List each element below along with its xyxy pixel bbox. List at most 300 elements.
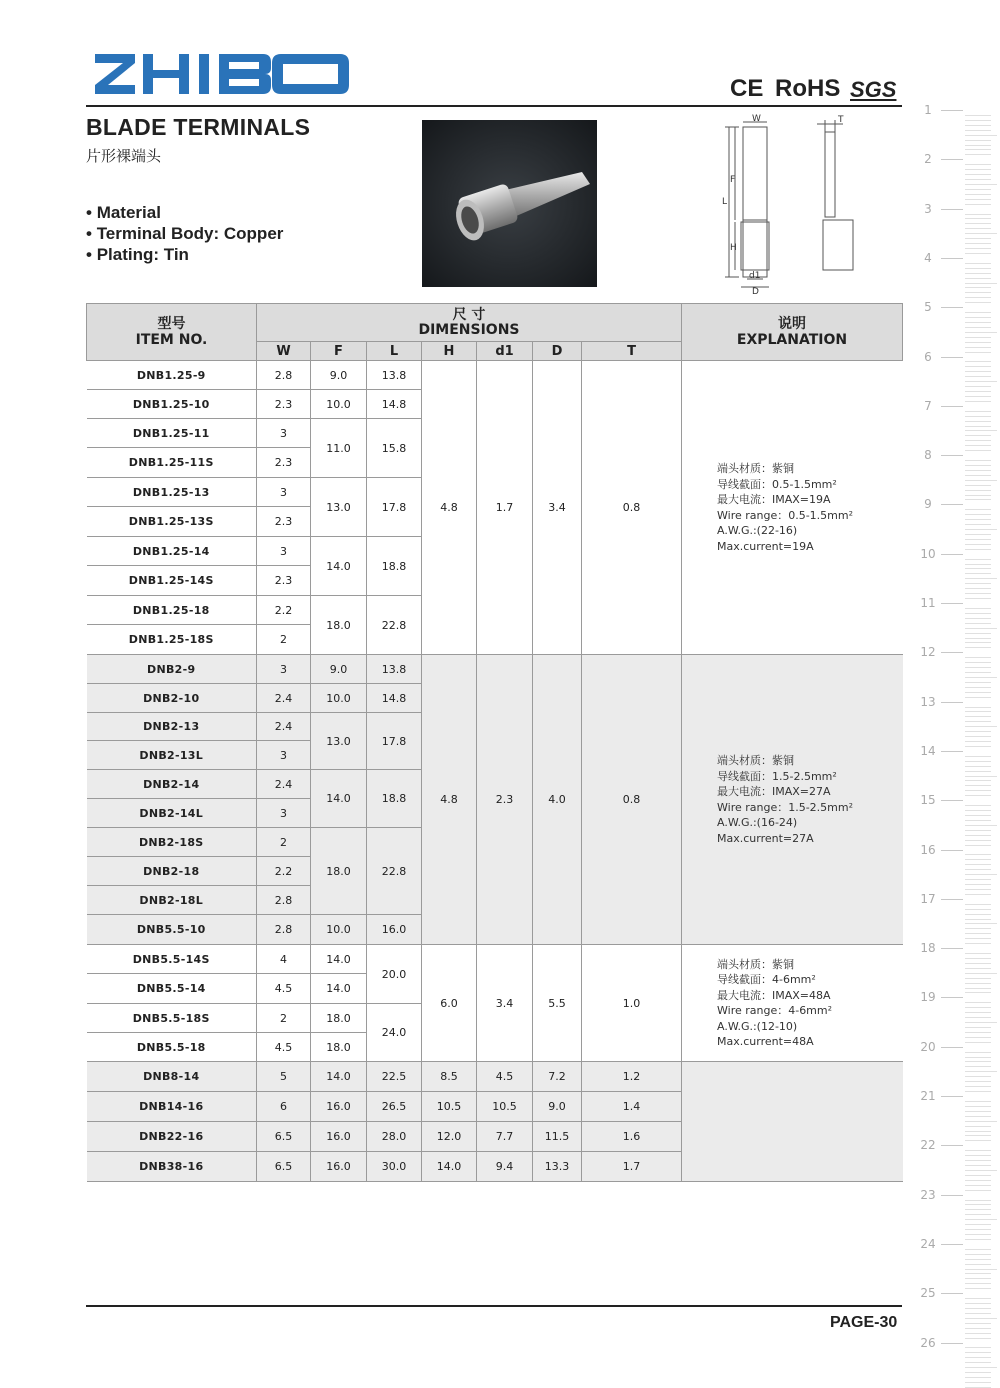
ruler-minor-tick xyxy=(965,135,997,136)
ruler-number: 22 xyxy=(920,1138,936,1153)
ruler-minor-tick xyxy=(965,322,991,323)
ruler-major-tick xyxy=(941,997,963,998)
l-cell: 15.8 xyxy=(367,419,422,478)
spec-table xyxy=(86,303,903,1182)
ruler-minor-tick xyxy=(965,1303,991,1304)
ruler-minor-tick xyxy=(965,332,997,333)
ruler-minor-tick xyxy=(965,593,991,594)
h-cell: 14.0 xyxy=(422,1152,477,1182)
ruler-minor-tick xyxy=(965,978,991,979)
ruler-minor-tick xyxy=(965,411,991,412)
ruler-minor-tick xyxy=(965,1002,991,1003)
dim-label-f: F xyxy=(730,175,736,185)
ruler-major-tick xyxy=(941,455,963,456)
ruler-minor-tick xyxy=(965,248,991,249)
dim-label-l: L xyxy=(722,197,728,207)
ruler-minor-tick xyxy=(965,618,991,619)
ruler-minor-tick xyxy=(965,815,991,816)
ruler-minor-tick xyxy=(965,1283,991,1284)
ruler-minor-tick xyxy=(965,564,991,565)
w-cell: 2.3 xyxy=(257,507,311,537)
ruler-minor-tick xyxy=(965,608,991,609)
ruler-minor-tick xyxy=(965,228,991,229)
ce-mark: CE xyxy=(730,75,764,102)
explanation-cell xyxy=(682,945,903,1062)
ruler-minor-tick xyxy=(965,218,991,219)
ruler-minor-tick xyxy=(965,544,991,545)
f-cell: 14.0 xyxy=(311,945,367,974)
column-header-t: T xyxy=(582,342,682,361)
ruler-minor-tick xyxy=(965,495,991,496)
ruler-minor-tick xyxy=(965,1091,991,1092)
ruler-minor-tick xyxy=(965,1066,991,1067)
f-cell: 13.0 xyxy=(311,713,367,770)
ruler-major-tick xyxy=(941,948,963,949)
ruler-minor-tick xyxy=(965,1249,991,1250)
w-cell: 2.2 xyxy=(257,596,311,625)
item-no-cell: DNB1.25-14S xyxy=(87,566,257,596)
item-no-cell: DNB1.25-11 xyxy=(87,419,257,448)
item-no-cell: DNB2-18L xyxy=(87,886,257,915)
column-header-h: H xyxy=(422,342,477,361)
material-item: • Material xyxy=(86,202,283,223)
w-cell: 2.4 xyxy=(257,684,311,713)
page-ruler xyxy=(905,100,1000,1366)
ruler-minor-tick xyxy=(965,1180,991,1181)
ruler-minor-tick xyxy=(965,1185,991,1186)
ruler-minor-tick xyxy=(965,711,991,712)
ruler-minor-tick xyxy=(965,1190,991,1191)
explanation-line: A.W.G.:(22-16) xyxy=(717,524,798,537)
ruler-minor-tick xyxy=(965,697,991,698)
ruler-minor-tick xyxy=(965,810,991,811)
ruler-minor-tick xyxy=(965,1382,991,1383)
ruler-minor-tick xyxy=(965,771,991,772)
ruler-minor-tick xyxy=(965,869,991,870)
ruler-minor-tick xyxy=(965,1229,991,1230)
w-cell: 4.5 xyxy=(257,974,311,1004)
ruler-minor-tick xyxy=(965,204,991,205)
ruler-minor-tick xyxy=(965,1170,997,1171)
ruler-number: 5 xyxy=(924,300,932,315)
ruler-minor-tick xyxy=(965,1367,997,1368)
item-no-cell: DNB2-13L xyxy=(87,741,257,770)
ruler-minor-tick xyxy=(965,845,991,846)
w-cell: 5 xyxy=(257,1062,311,1092)
ruler-minor-tick xyxy=(965,1323,991,1324)
ruler-minor-tick xyxy=(965,988,991,989)
ruler-minor-tick xyxy=(965,909,991,910)
d1-cell: 3.4 xyxy=(477,945,533,1062)
explanation-line: Wire range：4-6mm² xyxy=(717,1004,833,1017)
item-no-cell: DNB2-18S xyxy=(87,828,257,857)
ruler-minor-tick xyxy=(965,1027,991,1028)
ruler-minor-tick xyxy=(965,302,991,303)
w-cell: 2.3 xyxy=(257,566,311,596)
ruler-minor-tick xyxy=(965,416,991,417)
ruler-minor-tick xyxy=(965,1126,991,1127)
ruler-minor-tick xyxy=(965,1012,991,1013)
f-cell: 16.0 xyxy=(311,1122,367,1152)
zhibo-logo xyxy=(95,52,350,96)
ruler-minor-tick xyxy=(965,179,991,180)
header-rule xyxy=(86,105,902,107)
ruler-minor-tick xyxy=(965,662,991,663)
ruler-minor-tick xyxy=(965,435,991,436)
ruler-minor-tick xyxy=(965,598,991,599)
ruler-minor-tick xyxy=(965,381,997,382)
explanation-line: Max.current=27A xyxy=(717,831,814,845)
ruler-minor-tick xyxy=(965,1224,991,1225)
f-cell: 18.0 xyxy=(311,596,367,655)
explanation-line: 导线截面：4-6mm² xyxy=(717,973,816,986)
ruler-minor-tick xyxy=(965,1200,991,1201)
ruler-minor-tick xyxy=(965,154,991,155)
item-no-cell: DNB1.25-13S xyxy=(87,507,257,537)
column-header-w: W xyxy=(257,342,311,361)
explanation-cell-empty xyxy=(682,1062,903,1182)
ruler-minor-tick xyxy=(965,145,991,146)
column-header-d: D xyxy=(533,342,582,361)
f-cell: 16.0 xyxy=(311,1092,367,1122)
ruler-major-tick xyxy=(941,1293,963,1294)
explanation-line: 最大电流：IMAX=27A xyxy=(717,785,831,798)
sgs-mark: SGS xyxy=(850,77,897,102)
ruler-minor-tick xyxy=(965,731,991,732)
header-explanation: 说明 EXPLANATION xyxy=(682,304,903,361)
ruler-minor-tick xyxy=(965,588,991,589)
ruler-minor-tick xyxy=(965,642,991,643)
ruler-minor-tick xyxy=(965,859,991,860)
ruler-minor-tick xyxy=(965,238,991,239)
ruler-minor-tick xyxy=(965,352,991,353)
ruler-minor-tick xyxy=(965,682,991,683)
explanation-line: 端头材质：紫铜 xyxy=(717,754,794,767)
ruler-number: 13 xyxy=(920,694,936,709)
f-cell: 14.0 xyxy=(311,1062,367,1092)
h-cell: 6.0 xyxy=(422,945,477,1062)
ruler-minor-tick xyxy=(965,312,991,313)
ruler-minor-tick xyxy=(965,268,991,269)
ruler-minor-tick xyxy=(965,1259,991,1260)
ruler-minor-tick xyxy=(965,1086,991,1087)
ruler-minor-tick xyxy=(965,1140,991,1141)
ruler-minor-tick xyxy=(965,1165,991,1166)
ruler-minor-tick xyxy=(965,1160,991,1161)
explanation-line: 导线截面：1.5-2.5mm² xyxy=(717,769,837,783)
ruler-minor-tick xyxy=(965,983,991,984)
ruler-minor-tick xyxy=(965,1219,997,1220)
ruler-number: 6 xyxy=(924,349,932,364)
ruler-major-tick xyxy=(941,504,963,505)
w-cell: 3 xyxy=(257,799,311,828)
table-row xyxy=(87,1062,903,1092)
explanation-line: A.W.G.:(16-24) xyxy=(717,816,798,829)
f-cell: 9.0 xyxy=(311,361,367,390)
ruler-minor-tick xyxy=(965,613,991,614)
ruler-minor-tick xyxy=(965,973,997,974)
ruler-minor-tick xyxy=(965,480,997,481)
ruler-major-tick xyxy=(941,1195,963,1196)
item-no-cell: DNB2-9 xyxy=(87,655,257,684)
ruler-minor-tick xyxy=(965,805,991,806)
explanation-cell xyxy=(682,655,903,945)
w-cell: 2.3 xyxy=(257,390,311,419)
t-cell: 0.8 xyxy=(582,361,682,655)
ruler-minor-tick xyxy=(965,761,991,762)
ruler-minor-tick xyxy=(965,386,991,387)
item-no-cell: DNB5.5-18S xyxy=(87,1004,257,1033)
ruler-minor-tick xyxy=(965,1135,991,1136)
ruler-minor-tick xyxy=(965,904,991,905)
ruler-minor-tick xyxy=(965,1318,997,1319)
ruler-minor-tick xyxy=(965,1106,991,1107)
ruler-minor-tick xyxy=(965,1288,991,1289)
ruler-minor-tick xyxy=(965,825,997,826)
ruler-number: 14 xyxy=(920,743,936,758)
t-cell: 1.6 xyxy=(582,1122,682,1152)
ruler-minor-tick xyxy=(965,233,997,234)
ruler-minor-tick xyxy=(965,968,991,969)
ruler-number: 20 xyxy=(920,1039,936,1054)
explanation-line: 最大电流：IMAX=19A xyxy=(717,493,831,506)
t-cell: 1.7 xyxy=(582,1152,682,1182)
ruler-minor-tick xyxy=(965,992,991,993)
l-cell: 13.8 xyxy=(367,655,422,684)
item-no-cell: DNB8-14 xyxy=(87,1062,257,1092)
ruler-minor-tick xyxy=(965,692,991,693)
ruler-minor-tick xyxy=(965,278,991,279)
item-no-cell: DNB2-10 xyxy=(87,684,257,713)
ruler-major-tick xyxy=(941,850,963,851)
ruler-minor-tick xyxy=(965,1150,991,1151)
ruler-minor-tick xyxy=(965,460,991,461)
ruler-major-tick xyxy=(941,800,963,801)
d1-cell: 10.5 xyxy=(477,1092,533,1122)
ruler-minor-tick xyxy=(965,514,991,515)
ruler-minor-tick xyxy=(965,1081,991,1082)
f-cell: 10.0 xyxy=(311,915,367,945)
ruler-minor-tick xyxy=(965,214,991,215)
ruler-major-tick xyxy=(941,1343,963,1344)
ruler-minor-tick xyxy=(965,361,991,362)
ruler-minor-tick xyxy=(965,785,991,786)
ruler-minor-tick xyxy=(965,1076,991,1077)
ruler-minor-tick xyxy=(965,194,991,195)
ruler-minor-tick xyxy=(965,835,991,836)
item-no-cell: DNB1.25-11S xyxy=(87,448,257,478)
ruler-minor-tick xyxy=(965,1042,991,1043)
item-no-cell: DNB1.25-10 xyxy=(87,390,257,419)
l-cell: 24.0 xyxy=(367,1004,422,1062)
item-no-cell: DNB1.25-13 xyxy=(87,478,257,507)
ruler-major-tick xyxy=(941,258,963,259)
ruler-minor-tick xyxy=(965,741,991,742)
d1-cell: 7.7 xyxy=(477,1122,533,1152)
ruler-minor-tick xyxy=(965,371,991,372)
ruler-minor-tick xyxy=(965,707,991,708)
ruler-minor-tick xyxy=(965,1362,991,1363)
ruler-minor-tick xyxy=(965,633,991,634)
ruler-minor-tick xyxy=(965,524,991,525)
w-cell: 2 xyxy=(257,1004,311,1033)
l-cell: 18.8 xyxy=(367,770,422,828)
ruler-minor-tick xyxy=(965,283,997,284)
ruler-minor-tick xyxy=(965,647,991,648)
ruler-minor-tick xyxy=(965,1357,991,1358)
f-cell: 9.0 xyxy=(311,655,367,684)
item-no-cell: DNB5.5-14S xyxy=(87,945,257,974)
ruler-minor-tick xyxy=(965,958,991,959)
product-photo xyxy=(422,120,597,287)
ruler-minor-tick xyxy=(965,430,997,431)
ruler-minor-tick xyxy=(965,1338,991,1339)
explanation-line: Max.current=19A xyxy=(717,539,814,553)
f-cell: 10.0 xyxy=(311,684,367,713)
ruler-minor-tick xyxy=(965,657,991,658)
ruler-minor-tick xyxy=(965,1234,991,1235)
item-no-cell: DNB2-14L xyxy=(87,799,257,828)
ruler-major-tick xyxy=(941,209,963,210)
ruler-minor-tick xyxy=(965,721,991,722)
ruler-number: 25 xyxy=(920,1286,936,1301)
rohs-mark: RoHS xyxy=(775,75,841,102)
f-cell: 18.0 xyxy=(311,1004,367,1033)
ruler-number: 10 xyxy=(920,546,936,561)
ruler-number: 3 xyxy=(924,201,932,216)
ruler-major-tick xyxy=(941,751,963,752)
ruler-minor-tick xyxy=(965,426,991,427)
ruler-number: 9 xyxy=(924,497,932,512)
ruler-minor-tick xyxy=(965,1269,997,1270)
ruler-number: 21 xyxy=(920,1089,936,1103)
ruler-minor-tick xyxy=(965,130,991,131)
dim-label-d1: d1 xyxy=(749,271,761,281)
ruler-minor-tick xyxy=(965,499,991,500)
ruler-minor-tick xyxy=(965,243,991,244)
ruler-major-tick xyxy=(941,1244,963,1245)
ruler-minor-tick xyxy=(965,1155,991,1156)
ruler-minor-tick xyxy=(965,776,997,777)
ruler-minor-tick xyxy=(965,140,991,141)
ruler-minor-tick xyxy=(965,736,991,737)
ruler-minor-tick xyxy=(965,583,991,584)
l-cell: 20.0 xyxy=(367,945,422,1004)
ruler-minor-tick xyxy=(965,1239,991,1240)
l-cell: 30.0 xyxy=(367,1152,422,1182)
ruler-number: 2 xyxy=(924,152,932,167)
ruler-minor-tick xyxy=(965,1352,991,1353)
l-cell: 22.5 xyxy=(367,1062,422,1092)
ruler-minor-tick xyxy=(965,347,991,348)
ruler-minor-tick xyxy=(965,317,991,318)
item-no-cell: DNB22-16 xyxy=(87,1122,257,1152)
d-cell: 5.5 xyxy=(533,945,582,1062)
item-no-cell: DNB2-13 xyxy=(87,713,257,741)
ruler-minor-tick xyxy=(965,273,991,274)
ruler-minor-tick xyxy=(965,830,991,831)
ruler-minor-tick xyxy=(965,519,991,520)
item-no-cell: DNB38-16 xyxy=(87,1152,257,1182)
ruler-minor-tick xyxy=(965,1254,991,1255)
d1-cell: 4.5 xyxy=(477,1062,533,1092)
ruler-minor-tick xyxy=(965,1328,991,1329)
w-cell: 3 xyxy=(257,537,311,566)
ruler-number: 7 xyxy=(924,398,932,413)
ruler-major-tick xyxy=(941,899,963,900)
t-cell: 1.0 xyxy=(582,945,682,1062)
dimension-drawing xyxy=(715,112,865,297)
ruler-minor-tick xyxy=(965,1204,991,1205)
table-row xyxy=(87,655,903,684)
ruler-minor-tick xyxy=(965,1037,991,1038)
item-no-cell: DNB1.25-18 xyxy=(87,596,257,625)
ruler-minor-tick xyxy=(965,1052,991,1053)
ruler-minor-tick xyxy=(965,889,991,890)
certification-marks xyxy=(730,72,905,106)
ruler-minor-tick xyxy=(965,287,991,288)
ruler-minor-tick xyxy=(965,1377,991,1378)
d-cell: 11.5 xyxy=(533,1122,582,1152)
item-no-cell: DNB5.5-14 xyxy=(87,974,257,1004)
ruler-minor-tick xyxy=(965,1313,991,1314)
l-cell: 17.8 xyxy=(367,478,422,537)
l-cell: 16.0 xyxy=(367,915,422,945)
ruler-number: 18 xyxy=(920,941,936,956)
table-row xyxy=(87,945,903,974)
ruler-minor-tick xyxy=(965,1214,991,1215)
item-no-cell: DNB1.25-14 xyxy=(87,537,257,566)
ruler-minor-tick xyxy=(965,189,991,190)
ruler-minor-tick xyxy=(965,928,991,929)
ruler-minor-tick xyxy=(965,1347,991,1348)
f-cell: 10.0 xyxy=(311,390,367,419)
d-cell: 4.0 xyxy=(533,655,582,945)
ruler-major-tick xyxy=(941,307,963,308)
ruler-number: 16 xyxy=(920,842,936,857)
ruler-minor-tick xyxy=(965,1131,991,1132)
ruler-major-tick xyxy=(941,406,963,407)
w-cell: 2.3 xyxy=(257,448,311,478)
ruler-minor-tick xyxy=(965,568,991,569)
ruler-minor-tick xyxy=(965,672,991,673)
ruler-minor-tick xyxy=(965,1121,997,1122)
ruler-minor-tick xyxy=(965,465,991,466)
spec-table-body xyxy=(87,361,903,1182)
page-number: PAGE-30 xyxy=(830,1314,898,1331)
ruler-minor-tick xyxy=(965,1372,991,1373)
ruler-major-tick xyxy=(941,159,963,160)
ruler-minor-tick xyxy=(965,391,991,392)
ruler-minor-tick xyxy=(965,1264,991,1265)
ruler-minor-tick xyxy=(965,1111,991,1112)
material-item: • Plating: Tin xyxy=(86,244,283,265)
item-no-cell: DNB2-18 xyxy=(87,857,257,886)
f-cell: 14.0 xyxy=(311,974,367,1004)
h-cell: 10.5 xyxy=(422,1092,477,1122)
ruler-minor-tick xyxy=(965,790,991,791)
explanation-line: Max.current=48A xyxy=(717,1035,814,1048)
ruler-minor-tick xyxy=(965,120,991,121)
ruler-minor-tick xyxy=(965,149,991,150)
ruler-minor-tick xyxy=(965,421,991,422)
dim-label-t: T xyxy=(838,115,844,125)
ruler-minor-tick xyxy=(965,169,991,170)
material-list xyxy=(86,202,283,265)
ruler-minor-tick xyxy=(965,174,991,175)
w-cell: 6 xyxy=(257,1092,311,1122)
w-cell: 3 xyxy=(257,741,311,770)
